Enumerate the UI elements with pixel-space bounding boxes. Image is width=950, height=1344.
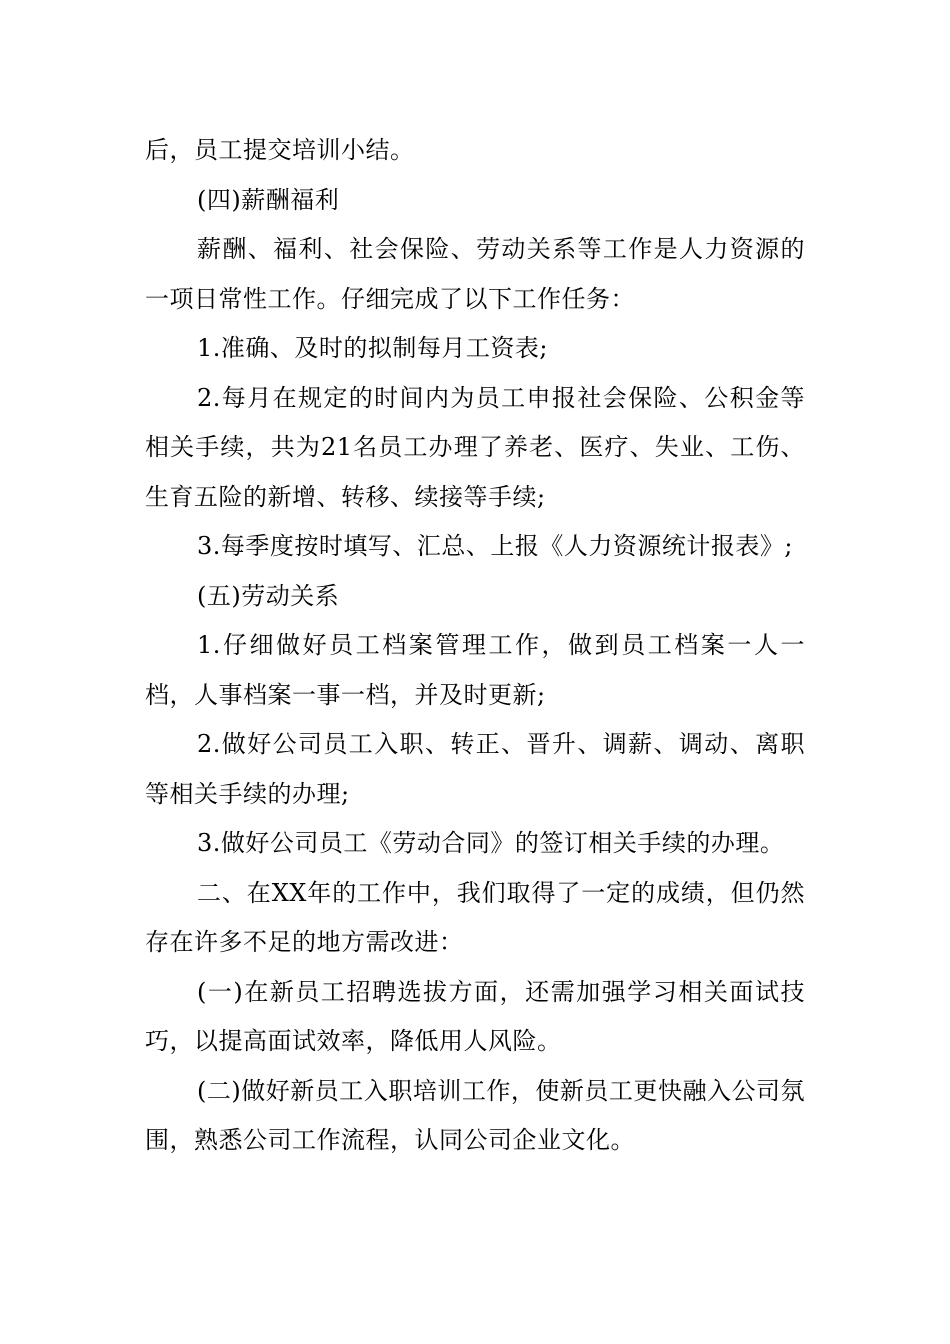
paragraph-continuation: 后，员工提交培训小结。 (145, 136, 415, 164)
list-item-labor-contract: 3.做好公司员工《劳动合同》的签订相关手续的办理。 (197, 829, 785, 857)
paragraph-compensation-intro: 薪酬、福利、社会保险、劳动关系等工作是人力资源的一项日常性工作。仔细完成了以下工作任务： (145, 235, 805, 313)
list-item-onboarding-procedures: 2.做好公司员工入职、转正、晋升、调薪、调动、离职等相关手续的办理; (145, 730, 805, 808)
list-item-employee-records: 1.仔细做好员工档案管理工作，做到员工档案一人一档，人事档案一事一档，并及时更新; (145, 631, 805, 709)
list-item-payroll: 1.准确、及时的拟制每月工资表; (197, 334, 548, 362)
paragraph-improvement-recruitment: (一)在新员工招聘选拔方面，还需加强学习相关面试技巧，以提高面试效率，降低用人风险。 (145, 977, 805, 1055)
document-body (145, 126, 805, 1166)
section-heading-compensation: (四)薪酬福利 (197, 185, 340, 214)
paragraph-improvements-intro: 二、在XX年的工作中，我们取得了一定的成绩，但仍然存在许多不足的地方需改进： (145, 878, 805, 956)
list-item-hr-report: 3.每季度按时填写、汇总、上报《人力资源统计报表》; (197, 532, 793, 560)
section-heading-labor-relations: (五)劳动关系 (197, 581, 340, 610)
paragraph-improvement-training: (二)做好新员工入职培训工作，使新员工更快融入公司氛围，熟悉公司工作流程，认同公司企业文化。 (145, 1076, 805, 1154)
list-item-social-insurance: 2.每月在规定的时间内为员工申报社会保险、公积金等相关手续，共为21名员工办理了养老、医疗、失业、工伤、生育五险的新增、转移、续接等手续; (145, 383, 805, 511)
